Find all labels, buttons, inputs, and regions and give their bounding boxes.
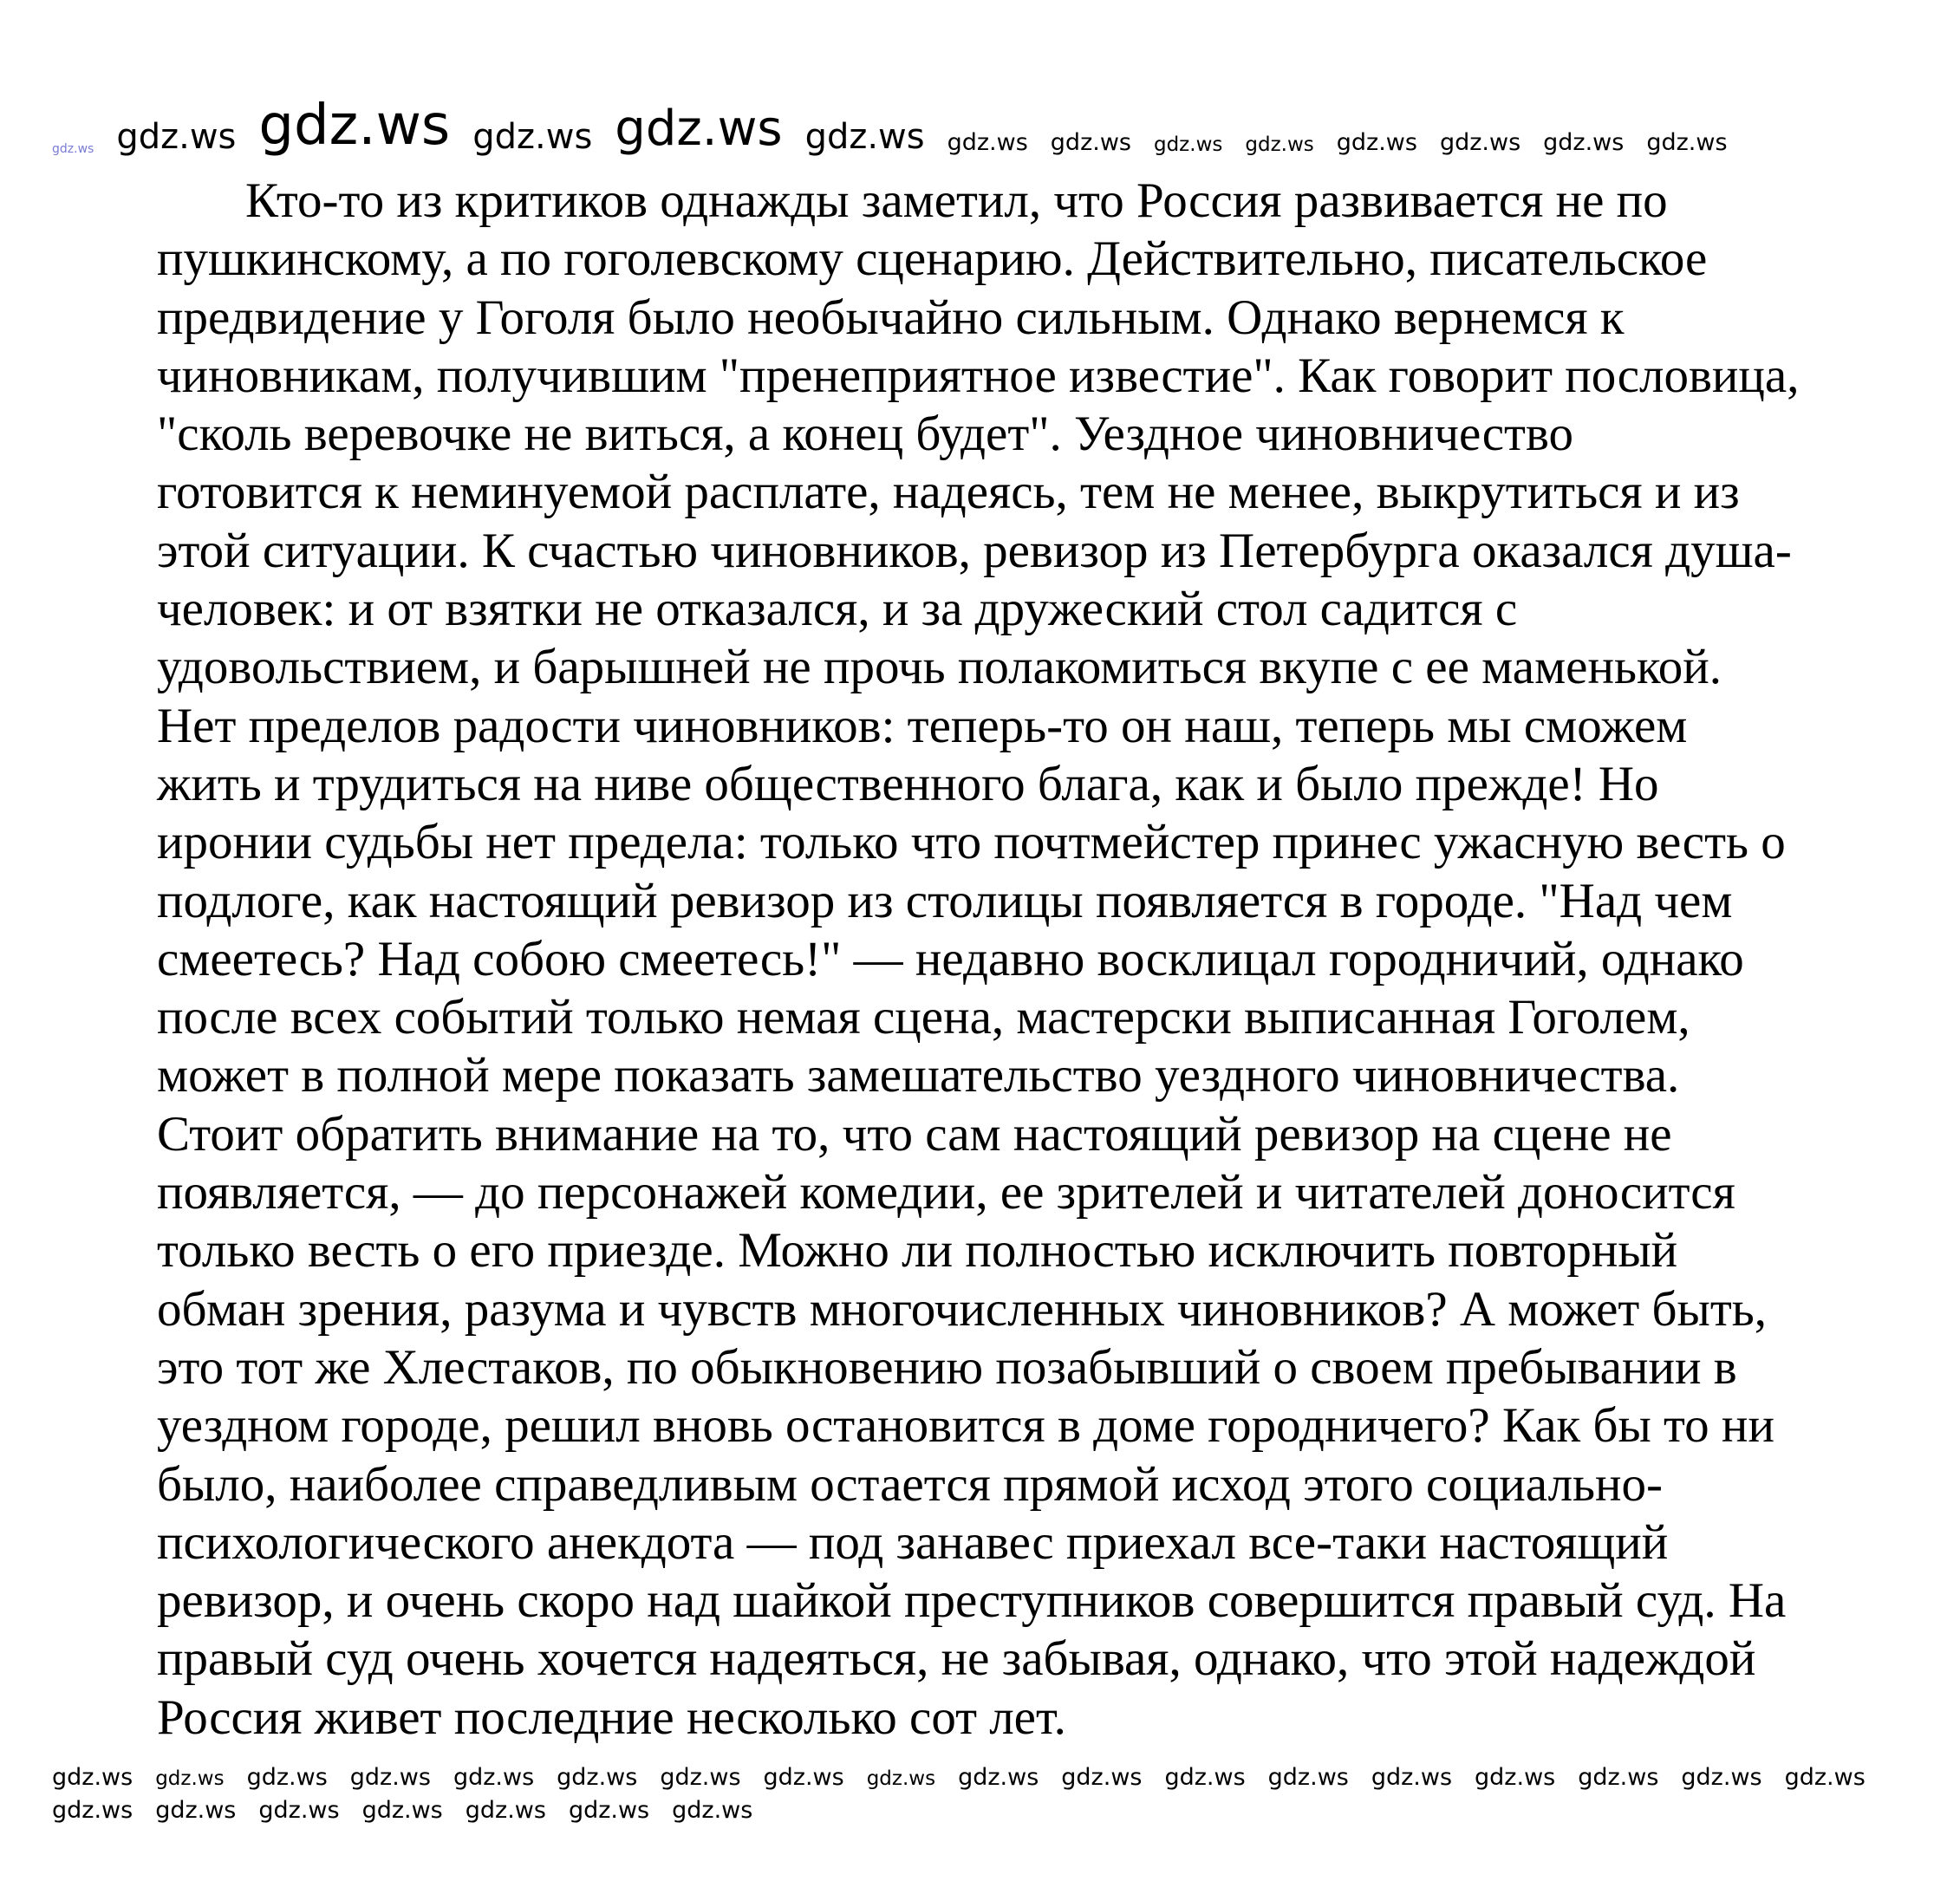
text-line: "сколь веревочке не виться, а конец будет". Уездное чиновничество	[157, 407, 1573, 462]
text-line: обман зрения, разума и чувств многочисленных чиновников? А может быть,	[157, 1281, 1767, 1337]
watermark: gdz.ws	[465, 1796, 546, 1824]
text-line: появляется, — до персонажей комедии, ее зрителей и читателей доносится	[157, 1165, 1735, 1220]
watermark: gdz.ws	[557, 1764, 638, 1791]
text-line: этой ситуации. К счастью чиновников, ревизор из Петербурга оказался душа-	[157, 523, 1792, 578]
watermarks-bottom	[52, 1765, 1907, 1869]
text-line: человек: и от взятки не отказался, и за дружеский стол садится с	[157, 582, 1518, 637]
watermark: gdz.ws	[1061, 1764, 1143, 1791]
text-line: ревизор, и очень скоро над шайкой преступников совершится правый суд. На	[157, 1573, 1787, 1629]
text-line: чиновникам, получившим "пренеприятное известие". Как говорит пословица,	[157, 348, 1800, 403]
watermark: gdz.ws	[1681, 1764, 1762, 1791]
watermark: gdz.ws	[1153, 133, 1223, 156]
watermark: gdz.ws	[52, 1796, 133, 1824]
watermark: gdz.ws	[1578, 1764, 1659, 1791]
text-line: жить и трудиться на ниве общественного блага, как и было прежде! Но	[157, 756, 1659, 811]
text-line: готовится к неминуемой расплате, надеясь, тем не менее, выкрутиться и из	[157, 465, 1740, 520]
text-line: психологического анекдота — под занавес приехал все-таки настоящий	[157, 1514, 1669, 1570]
watermark: gdz.ws	[349, 1764, 431, 1791]
text-line: предвидение у Гоголя было необычайно сильным. Однако вернемся к	[157, 290, 1625, 345]
watermark: gdz.ws	[672, 1796, 753, 1824]
text-line: иронии судьбы нет предела: только что почтмейстер принес ужасную весть о	[157, 815, 1786, 870]
watermark: gdz.ws	[866, 1767, 936, 1791]
watermarks-top	[52, 35, 1907, 156]
text-line: только весть о его приезде. Можно ли полностью исключить повторный	[157, 1223, 1678, 1279]
watermark: gdz.ws	[453, 1764, 535, 1791]
text-line: удовольствием, и барышней не прочь полакомиться вкупе с ее маменькой.	[157, 640, 1722, 695]
text-line: Кто-то из критиков однажды заметил, что Россия развивается не по	[245, 173, 1668, 228]
watermark: gdz.ws	[155, 1796, 237, 1824]
watermark: gdz.ws	[958, 1764, 1039, 1791]
watermark: gdz.ws	[52, 1764, 133, 1791]
watermark: gdz.ws	[1784, 1764, 1866, 1791]
watermark: gdz.ws	[258, 1796, 340, 1824]
text-line: Нет пределов радости чиновников: теперь-то он наш, теперь мы сможем	[157, 698, 1688, 753]
text-line: пушкинскому, а по гоголевскому сценарию. Действительно, писательское	[157, 231, 1708, 287]
watermark: gdz.ws	[246, 1764, 328, 1791]
watermark-top: gdz.ws	[52, 141, 94, 156]
watermark: gdz.ws	[660, 1764, 741, 1791]
text-line: после всех событий только немая сцена, мастерски выписанная Гоголем,	[157, 990, 1690, 1045]
watermark: gdz.ws	[1439, 129, 1521, 157]
text-line: Стоит обратить внимание на то, что сам настоящий ревизор на сцене не	[157, 1106, 1672, 1162]
watermark: gdz.ws	[947, 129, 1028, 157]
text-line: это тот же Хлестаков, по обыкновению позабывший о своем пребывании в	[157, 1339, 1737, 1395]
watermark: gdz.ws	[1164, 1764, 1246, 1791]
watermark: gdz.ws	[116, 117, 237, 157]
watermark: gdz.ws	[1475, 1764, 1556, 1791]
watermark: gdz.ws	[1050, 129, 1131, 157]
watermark: gdz.ws	[1245, 133, 1314, 156]
watermark: gdz.ws	[804, 117, 925, 157]
text-line: может в полной мере показать замешательство уездного чиновничества.	[157, 1048, 1680, 1103]
watermark: gdz.ws	[615, 101, 783, 158]
watermark: gdz.ws	[1371, 1764, 1453, 1791]
text-line: смеетесь? Над собою смеетесь!" — недавно восклицал городничий, однако	[157, 931, 1744, 986]
text-line: подлоге, как настоящий ревизор из столицы появляется в городе. "Над чем	[157, 873, 1733, 928]
text-line: правый суд очень хочется надеяться, не забывая, однако, что этой надеждой	[157, 1631, 1756, 1687]
watermark: gdz.ws	[1646, 129, 1728, 157]
watermark: gdz.ws	[763, 1764, 844, 1791]
watermark: gdz.ws	[361, 1796, 443, 1824]
watermark: gdz.ws	[568, 1796, 650, 1824]
text-line: Россия живет последние несколько сот лет.	[157, 1689, 1066, 1745]
text-line: уездном городе, решил вновь остановится в доме городничего? Как бы то ни	[157, 1398, 1774, 1454]
watermark: gdz.ws	[1267, 1764, 1349, 1791]
watermark: gdz.ws	[472, 117, 593, 157]
watermark: gdz.ws	[1543, 129, 1625, 157]
watermark: gdz.ws	[258, 93, 451, 158]
watermark: gdz.ws	[155, 1767, 225, 1791]
text-line: было, наиболее справедливым остается прямой исход этого социально-	[157, 1456, 1663, 1512]
watermark: gdz.ws	[1336, 129, 1417, 157]
essay-text	[157, 172, 1856, 1747]
